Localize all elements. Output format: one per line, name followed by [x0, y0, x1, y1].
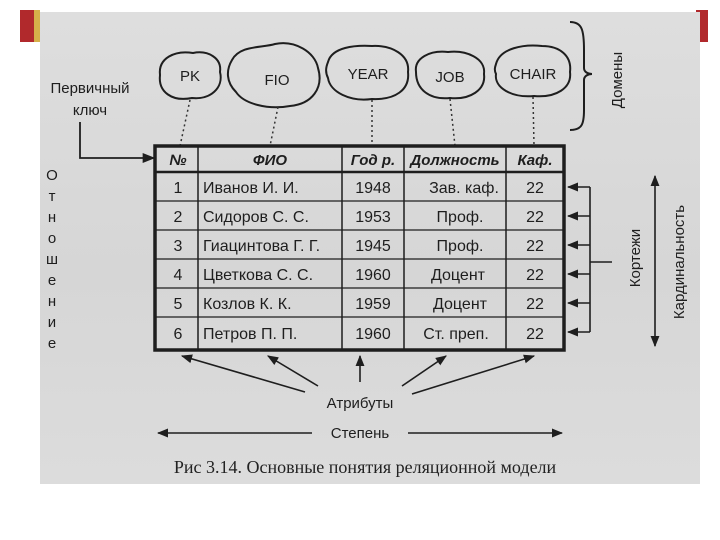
- domain-connectors: [180, 97, 534, 146]
- table-row: [174, 267, 544, 284]
- domain-chair: [495, 46, 570, 97]
- table-row: [174, 209, 544, 226]
- degree-label: Степень: [330, 425, 390, 442]
- cell-year: 1948: [355, 180, 391, 197]
- domain-label: JOB: [435, 69, 465, 86]
- cell-fio: Козлов К. К.: [203, 296, 292, 313]
- tuples-bracket: [568, 187, 612, 332]
- domain-pk: [160, 52, 221, 99]
- column-header-number: №: [169, 152, 187, 169]
- cell-position: Проф.: [436, 209, 484, 226]
- cell-year: 1959: [355, 296, 391, 313]
- table-row: [174, 296, 544, 313]
- cell-position: Зав. каф.: [429, 180, 499, 197]
- attribute-arrows: [182, 356, 534, 394]
- column-header-chair: Каф.: [517, 152, 553, 169]
- relation-letter: н: [47, 209, 57, 226]
- relation-letter: е: [47, 272, 57, 289]
- domain-label: PK: [179, 68, 201, 85]
- cell-number: 2: [173, 209, 183, 226]
- cell-number: 1: [173, 180, 183, 197]
- relation-label: [46, 167, 58, 352]
- cell-chair: 22: [526, 209, 544, 226]
- relation-letter: т: [48, 188, 56, 205]
- cell-year: 1953: [355, 209, 391, 226]
- table-row: [174, 326, 544, 343]
- cell-chair: 22: [526, 238, 544, 255]
- cell-position: Ст. преп.: [423, 326, 489, 343]
- primary-key-label-line1: Первичный: [50, 80, 130, 97]
- cell-number: 5: [173, 296, 183, 313]
- cell-fio: Петров П. П.: [203, 326, 298, 343]
- cell-number: 4: [173, 267, 183, 284]
- cell-chair: 22: [526, 326, 544, 343]
- table-row: [174, 180, 544, 197]
- domain-year: [326, 46, 408, 100]
- domain-label: CHAIR: [509, 66, 557, 83]
- cell-fio: Сидоров С. С.: [203, 209, 309, 226]
- cell-number: 3: [173, 238, 183, 255]
- relation-letter: О: [46, 167, 58, 184]
- cell-position: Проф.: [436, 238, 484, 255]
- relation-table: [155, 146, 564, 350]
- domains-label: Домены: [609, 51, 626, 109]
- tuples-label: Кортежи: [627, 228, 644, 288]
- column-header-year: Год р.: [350, 152, 396, 169]
- attributes-label: Атрибуты: [326, 395, 394, 412]
- primary-key-arrow: [80, 122, 154, 158]
- cell-position: Доцент: [431, 267, 485, 284]
- domain-job: [416, 52, 484, 99]
- cell-position: Доцент: [433, 296, 487, 313]
- cell-fio: Иванов И. И.: [203, 180, 299, 197]
- column-header-fio: ФИО: [252, 152, 288, 169]
- cell-number: 6: [173, 326, 183, 343]
- domain-label: FIO: [264, 72, 290, 89]
- cell-year: 1945: [355, 238, 391, 255]
- figure-caption: Рис 3.14. Основные понятия реляционной модели: [173, 457, 557, 477]
- relation-letter: и: [47, 314, 57, 331]
- domain-label: YEAR: [347, 66, 389, 83]
- cell-chair: 22: [526, 267, 544, 284]
- relation-letter: е: [47, 335, 57, 352]
- table-row: [174, 238, 544, 255]
- cell-chair: 22: [526, 180, 544, 197]
- cell-year: 1960: [355, 267, 391, 284]
- relation-letter: ш: [45, 251, 59, 268]
- relation-letter: н: [47, 293, 57, 310]
- cell-fio: Гиацинтова Г. Г.: [203, 238, 321, 255]
- domains-brace: [570, 22, 592, 130]
- relation-letter: о: [47, 230, 57, 247]
- primary-key-label-line2: ключ: [72, 102, 108, 119]
- cell-fio: Цветкова С. С.: [203, 267, 314, 284]
- cardinality-label: Кардинальность: [671, 204, 688, 320]
- domain-fio: [228, 43, 320, 107]
- column-header-position: Должность: [410, 152, 500, 169]
- cell-year: 1960: [355, 326, 391, 343]
- cell-chair: 22: [526, 296, 544, 313]
